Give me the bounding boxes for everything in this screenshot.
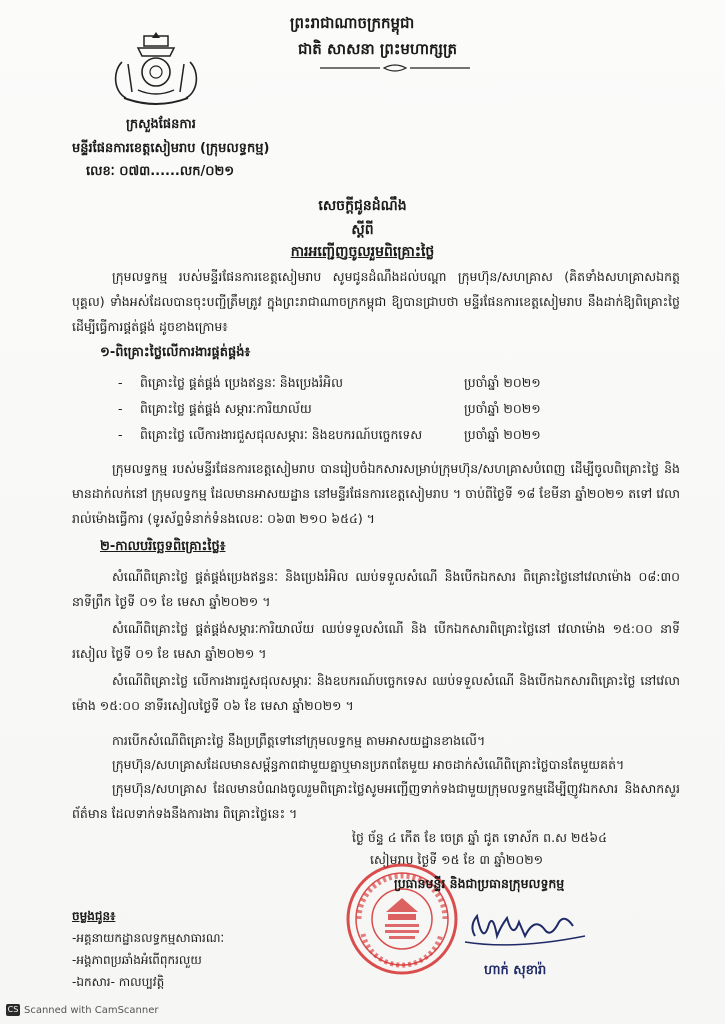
schedule-item: សំណើពិគ្រោះថ្លៃ ផ្គត់ផ្គង់សម្ភារៈការិយាល័យ ឈប់ទទួលសំណើ និង បើកឯកសារពិគ្រោះថ្លៃនៅ វេលាម៉ោង ១៥:០០ នាទីរសៀល ថ្ងៃទី ០១ ខែ មេសា ឆ្នាំ២០២១ ។ xyxy=(72,621,680,661)
signature-icon xyxy=(455,896,595,956)
signatory-title: ប្រធានមន្ទីរ និងជាប្រធានក្រុមលទ្ធកម្ម xyxy=(394,876,565,891)
closing-paragraph: ក្រុមហ៊ុន/សហគ្រាសដែលមានសម្ព័ន្ធភាពជាមួយគ្នាឬមានប្រភពតែមួយ អាចដាក់សំណើពិគ្រោះថ្លៃបានតែមួយគត់។ xyxy=(112,757,625,772)
bullet-dash: - xyxy=(118,401,123,416)
reference-number: លេខៈ ០៧៣......លក/០២១ xyxy=(86,164,235,179)
camscanner-icon: CS xyxy=(7,1005,19,1014)
cc-item: -អង្គភាពប្រឆាំងអំពើពុករលួយ xyxy=(72,953,202,967)
sales-info-paragraph: ក្រុមលទ្ធកម្ម របស់មន្ទីរផែនការខេត្តសៀមរាប បានរៀបចំឯកសារសម្រាប់ក្រុមហ៊ុន/សហគ្រាសបំពេញ ដើម្បីចូលពិគ្រោះថ្លៃ និងមានដាក់លក់នៅ ក្រុមលទ្ធកម្ម ដែលមានអាសយដ្ឋាន នៅមន្ទីរផែនការខេត្តសៀមរាប ។ ចាប់ពីថ្ងៃទី ១៨ ខែមីនា ឆ្នាំ២០២១ តទៅ វេលារាល់ម៉ោងធ្វើការ (ទូរស័ព្ទទំនាក់ទំនងលេខៈ ០៦៣ ២១០ ៦៥៤) ។ xyxy=(72,461,680,526)
procurement-item-name: ពិគ្រោះថ្លៃ ផ្គត់ផ្គង់ សម្ភារៈការិយាល័យ xyxy=(140,401,312,416)
cc-item: -អគ្គនាយកដ្ឋានលទ្ធកម្មសាធារណៈ xyxy=(72,931,225,945)
closing-paragraph: ការបើកសំណើពិគ្រោះថ្លៃ នឹងប្រព្រឹត្តទៅនៅក្រុមលទ្ធកម្ម តាមអាសយដ្ឋានខាងលើ។ xyxy=(112,733,486,748)
kingdom-title: ព្រះរាជាណាចក្រកម្ពុជា xyxy=(290,14,415,32)
closing-paragraph: ក្រុមហ៊ុន/សហគ្រាស ដែលមានបំណងចូលរួមពិគ្រោះថ្លៃសូមអញ្ជើញទាក់ទងជាមួយក្រុមលទ្ធកម្មដើម្បីញូវឯកសារ និងសាកសួរព័ត៌មាន ដែលទាក់ទងនឹងការងារ ពិគ្រោះថ្លៃនេះ ។ xyxy=(72,781,680,821)
department-name: មន្ទីរផែនការខេត្តសៀមរាប (ក្រុមលទ្ធកម្ម) xyxy=(72,141,270,156)
solar-date: សៀមរាប ថ្ងៃទី ១៥ ខែ ៣ ឆ្នាំ២០២១ xyxy=(370,852,544,867)
section-2-heading: ២-កាលបរិច្ឆេទពិគ្រោះថ្លៃ៖ xyxy=(100,539,226,554)
announcement-title: សេចក្តីជូនដំណឹង xyxy=(318,198,407,214)
national-motto: ជាតិ សាសនា ព្រះមហាក្សត្រ xyxy=(298,40,457,58)
bullet-dash: - xyxy=(118,375,123,390)
ministry-name: ក្រសួងផែនការ xyxy=(126,117,196,132)
intro-paragraph: ក្រុមលទ្ធកម្ម របស់មន្ទីរផែនការខេត្តសៀមរាប សូមជូនដំណឹងដល់បណ្តា ក្រុមហ៊ុន/សហគ្រាស (គិតទាំងសហគ្រាសឯកត្តបុគ្គល) ទាំងអស់ដែលបានចុះបញ្ជីត្រឹមត្រូវ ក្នុងព្រះរាជាណាចក្រកម្ពុជា ឱ្យបានជ្រាបថា មន្ទីរផែនការខេត្តសៀមរាប នឹងដាក់ឱ្យពិគ្រោះថ្លៃ ដើម្បីធ្វើការផ្គត់ផ្គង់ ដូចខាងក្រោម៖ xyxy=(72,269,680,334)
cc-heading: ចម្លងជូន៖ xyxy=(72,909,116,923)
signer-name: ហាក់ សុខារ៉ា xyxy=(484,963,547,978)
procurement-item-period: ប្រចាំឆ្នាំ ២០២១ xyxy=(464,427,541,442)
announcement-subtitle: ស្តីពី xyxy=(351,222,374,238)
section-1-heading: ១-ពិគ្រោះថ្លៃលើការងារផ្គត់ផ្គង់៖ xyxy=(100,345,251,360)
cc-item: -ឯកសារ- កាលប្បវត្តិ xyxy=(72,975,165,989)
royal-emblem-icon xyxy=(108,32,204,110)
bullet-dash: - xyxy=(118,427,123,442)
watermark-text: Scanned with CamScanner xyxy=(24,1004,159,1016)
schedule-item: សំណើពិគ្រោះថ្លៃ លើការងារជួសជុលសម្ភារៈ និងឧបករណ៍បច្ចេកទេស ឈប់ទទួលសំណើ និងបើកឯកសារពិគ្រោះថ្លៃ នៅវេលាម៉ោង ១៥:០០ នាទីរសៀលថ្ងៃទី ០៦ ខែ មេសា ឆ្នាំ២០២១ ។ xyxy=(72,673,680,713)
ornament-divider-icon xyxy=(320,64,470,72)
schedule-item: សំណើពិគ្រោះថ្លៃ ផ្គត់ផ្គង់ប្រេងឥន្ធនៈ និងប្រេងរំអិល ឈប់ទទួលសំណើ និងបើកឯកសារ ពិគ្រោះថ្លៃនៅវេលាម៉ោង ០៨:៣០ នាទីព្រឹក ថ្ងៃទី ០១ ខែ មេសា ឆ្នាំ២០២១ ។ xyxy=(72,569,680,609)
procurement-item-period: ប្រចាំឆ្នាំ ២០២១ xyxy=(464,375,541,390)
announcement-headline: ការអញ្ជើញចូលរួមពិគ្រោះថ្លៃ xyxy=(290,244,435,260)
lunar-date: ថ្ងៃ ច័ន្ទ ៤ កើត ខែ ចេត្រ ឆ្នាំ ជូត ទោស័ក ព.ស ២៥៦៤ xyxy=(352,830,607,845)
scanner-watermark xyxy=(6,1004,159,1016)
procurement-item-period: ប្រចាំឆ្នាំ ២០២១ xyxy=(464,401,541,416)
procurement-item-name: ពិគ្រោះថ្លៃ ផ្គត់ផ្គង់ ប្រេងឥន្ធនៈ និងប្រេងរំអិល xyxy=(140,375,343,390)
procurement-item-name: ពិគ្រោះថ្លៃ លើការងារជួសជុលសម្ភារៈ និងឧបករណ៍បច្ចេកទេស xyxy=(140,427,423,442)
